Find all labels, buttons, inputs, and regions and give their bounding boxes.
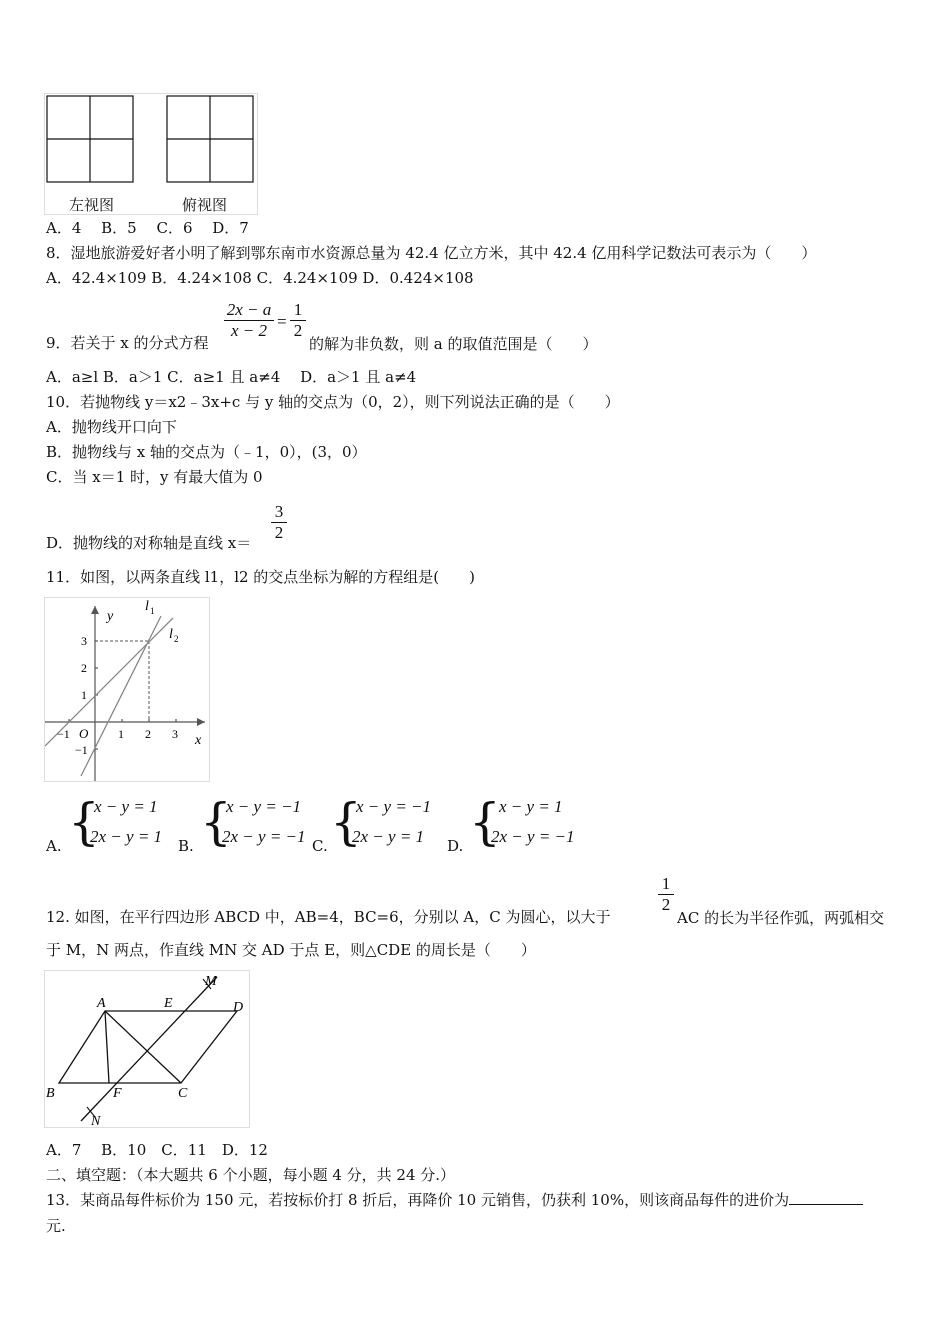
q11-c-eq2: 2x − y = 1 [352,827,425,846]
q13-stem [46,1190,863,1210]
q11-d-eq2: 2x − y = −1 [491,827,575,846]
q10-d-frac-num: 3 [271,502,287,523]
q11-a-letter: A. [46,837,62,855]
origin-label: O [79,726,89,741]
l2-label: l [169,627,173,642]
q10-option-d: D．抛物线的对称轴是直线 x＝ [46,534,252,552]
q12-options: A．7 B．10 C．11 D．12 [46,1141,268,1159]
q9-stem-end: 的解为非负数，则 a 的取值范围是（ ） [309,335,598,353]
q11-a-eq2: 2x − y = 1 [90,827,163,846]
y-tick-3: 3 [81,634,87,648]
q9-frac-left-num: 2x − a [224,300,274,321]
q11-b-letter: B. [178,837,194,855]
q11-d-letter: D. [447,837,464,855]
q11-d-eq1: x − y = 1 [499,797,563,816]
q11-option-a: A. { x − y = 1 2x − y = 1 [46,793,163,855]
q12-frac-num: 1 [658,874,674,895]
q9-frac-right-num: 1 [290,300,306,321]
point-c-label: C [178,1086,188,1101]
y-axis-arrow [91,606,99,614]
y-axis-label: y [107,609,114,624]
q9-stem-start: 9．若关于 x 的分式方程 [46,334,209,352]
diagonal-ac [105,1011,181,1083]
q11-c-letter: C. [312,837,328,855]
point-e-label: E [164,996,173,1011]
q9-frac-right-den: 2 [293,321,303,340]
q12-stem-start: 12. 如图，在平行四边形 ABCD 中，AB=4，BC=6，分别以 A，C 为圆心，以大于 [46,908,611,926]
q11-stem: 11．如图，以两条直线 l1，l2 的交点坐标为解的方程组是( ) [46,568,476,586]
q12-fraction [658,874,674,915]
q10-option-a: A．抛物线开口向下 [46,418,177,436]
l2-subscript: 2 [174,634,179,644]
q11-option-c: C. { x − y = −1 2x − y = 1 [312,793,432,855]
three-view-figure [44,93,258,215]
q10-option-b: B．抛物线与 x 轴的交点为（﹣1，0），(3，0） [46,443,367,461]
q11-option-d: D. { x − y = 1 2x − y = −1 [447,793,575,855]
point-b-label: B [46,1086,55,1101]
x-tick-2: 2 [145,727,151,741]
q10-stem: 10．若抛物线 y＝x2﹣3x+c 与 y 轴的交点为（0，2），则下列说法正确的是（ ） [46,393,620,411]
q9-equals: = [277,312,287,331]
x-tick-1: 1 [118,727,124,741]
point-f-label: F [113,1086,122,1101]
point-d-label: D [233,1000,244,1015]
q11-b-eq2: 2x − y = −1 [222,827,306,846]
x-tick-3: 3 [172,727,178,741]
q8-options: A．42.4×109 B．4.24×108 C．4.24×109 D．0.424×108 [46,269,474,287]
q9-fraction-right [290,300,306,341]
l1-label: l [145,599,149,614]
q10-d-fraction [271,502,287,543]
q11-graph [44,597,210,782]
point-a-label: A [97,996,106,1011]
q7-options: A．4 B．5 C．6 D．7 [46,219,249,237]
q11-c-eq1: x − y = −1 [356,797,432,816]
q9-frac-left-den: x − 2 [230,321,268,340]
x-axis-arrow [197,718,205,726]
parallelogram-abcd [59,1011,237,1083]
q12-stem-line2: 于 M，N 两点，作直线 MN 交 AD 于点 E，则△CDE 的周长是（ ） [46,941,536,959]
q12-stem-end: AC 的长为半径作弧，两弧相交 [677,909,885,927]
top-view-label: 俯视图 [182,196,228,214]
point-n-label: N [91,1114,101,1127]
x-axis-label: x [195,733,202,748]
y-tick-1: 1 [81,688,87,702]
q11-option-b: B. { x − y = −1 2x − y = −1 [178,793,306,855]
segment-af [105,1011,109,1083]
q9-options: A．a≥l B．a＞1 C．a≥1 且 a≠4 D．a＞1 且 a≠4 [46,368,417,386]
q8-stem: 8．湿地旅游爱好者小明了解到鄂东南市水资源总量为 42.4 亿立方米，其中 42.4 亿用科学记数法可表示为（ ） [46,244,817,262]
point-m-label: M [205,974,217,989]
q13-answer-blank[interactable] [789,1190,863,1205]
coordinate-plane [45,598,209,781]
q11-b-eq1: x − y = −1 [226,797,302,816]
q10-option-c: C．当 x＝1 时，y 有最大值为 0 [46,468,263,486]
q9-fraction-left [224,300,274,341]
q12-frac-den: 2 [661,895,671,914]
q11-a-eq1: x − y = 1 [94,797,158,816]
y-tick-neg1: −1 [75,743,88,757]
q13-tail: 元. [46,1217,66,1235]
l1-subscript: 1 [150,606,155,616]
y-tick-2: 2 [81,661,87,675]
section2-heading: 二、填空题：（本大题共 6 个小题，每小题 4 分，共 24 分.） [46,1166,456,1184]
q10-d-frac-den: 2 [274,523,284,542]
q13-stem-text: 13．某商品每件标价为 150 元，若按标价打 8 折后，再降价 10 元销售，仍获利 10%，则该商品每件的进价为 [46,1191,790,1209]
parallelogram-figure [45,971,249,1127]
q12-figure [44,970,250,1128]
x-tick-neg1: −1 [57,727,70,741]
left-view-label: 左视图 [69,196,115,214]
